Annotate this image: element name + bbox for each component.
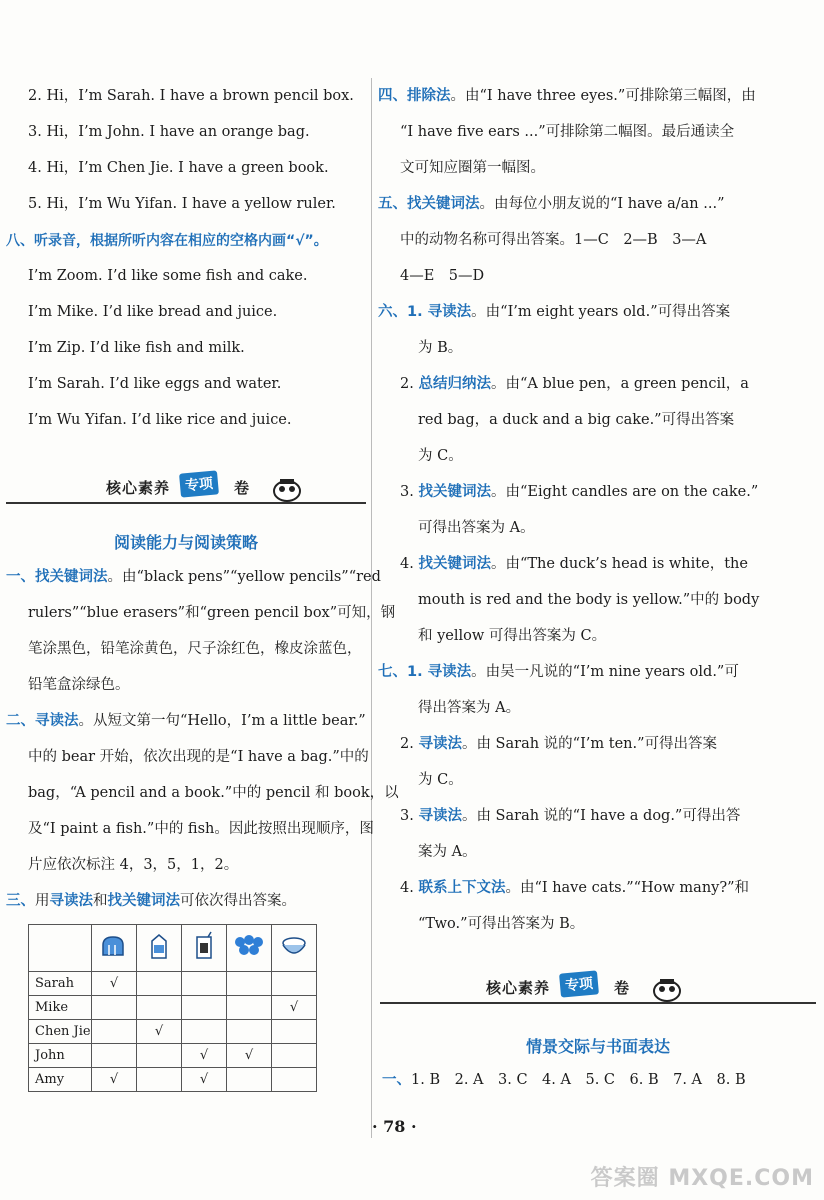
answer-text: 文可知应圈第一幅图。 — [400, 160, 545, 176]
script-line: I’m Mike. I’d like bread and juice. — [28, 304, 278, 320]
answer-text: 铅笔盒涂绿色。 — [28, 677, 130, 693]
table-row — [29, 1020, 317, 1044]
answer-text: 。由 Sarah 说的“I’m ten.”可得出答案 — [461, 736, 718, 752]
answer-key-line — [382, 1070, 746, 1090]
script-line: I’m Sarah. I’d like eggs and water. — [28, 376, 282, 392]
answer-text: 。由每位小朋友说的“I have a/an ...” — [479, 196, 725, 212]
question-number: 一、 — [6, 569, 35, 585]
mascot-icon — [272, 476, 302, 502]
core-literacy-banner — [6, 462, 366, 506]
table-row — [29, 1044, 317, 1068]
banner-text: 核心素养 — [106, 479, 171, 497]
mark-cell — [227, 996, 272, 1020]
table-row — [29, 1068, 317, 1092]
milk-carton-icon — [137, 925, 182, 972]
answer-6-1 — [378, 302, 730, 322]
answer-text: 可依次得出答案。 — [180, 893, 296, 909]
banner-text-end: 卷 — [234, 479, 250, 497]
banner-text: 核心素养 — [486, 979, 551, 997]
script-line: I’m Zoom. I’d like some fish and cake. — [28, 268, 308, 284]
question-number: 4. — [400, 880, 419, 896]
banner-badge: 专项 — [559, 970, 599, 997]
answer-text: 和 yellow 可得出答案为 C。 — [418, 628, 607, 644]
method-keyword: 寻读法 — [427, 304, 472, 320]
bread-icon — [92, 925, 137, 972]
row-name: Chen Jie — [29, 1020, 92, 1044]
mark-cell — [182, 1020, 227, 1044]
answer-3-line-1 — [6, 891, 296, 911]
answer-text: bag，“A pencil and a book.”中的 pencil 和 book，以 — [28, 785, 399, 801]
question-number: 七、1. — [378, 664, 428, 680]
answer-7-3 — [400, 806, 740, 826]
script-line: 5. Hi，I’m Wu Yifan. I have a yellow ruler. — [28, 196, 336, 212]
mascot-icon — [652, 976, 682, 1002]
section-title-reading: 阅读能力与阅读策略 — [113, 533, 258, 552]
mark-cell — [272, 1044, 317, 1068]
answer-text: 1. B 2. A 3. C 4. A 5. C 6. B 7. A 8. B — [411, 1072, 746, 1088]
mark-cell — [272, 972, 317, 996]
method-keyword: 找关键词法 — [418, 556, 491, 572]
script-line: 4. Hi，I’m Chen Jie. I have a green book. — [28, 160, 329, 176]
banner-text-end: 卷 — [614, 979, 630, 997]
script-line: I’m Wu Yifan. I’d like rice and juice. — [28, 412, 292, 428]
answer-2-line-1 — [6, 711, 366, 731]
answer-text: 得出答案为 A。 — [418, 700, 521, 716]
table-row — [29, 996, 317, 1020]
question-number: 二、 — [6, 713, 35, 729]
answer-5-line-1 — [378, 194, 724, 214]
row-name: Amy — [29, 1068, 92, 1092]
mark-cell: √ — [272, 996, 317, 1020]
method-keyword: 排除法 — [407, 88, 451, 104]
answer-text: 及“I paint a fish.”中的 fish。因此按照出现顺序，图 — [28, 821, 374, 837]
core-literacy-banner — [380, 962, 816, 1006]
answer-7-1 — [378, 662, 739, 682]
answer-1-line-1 — [6, 567, 381, 587]
rice-bowl-icon — [272, 925, 317, 972]
answer-text: 。从短文第一句“Hello，I’m a little bear.” — [78, 713, 366, 729]
mark-cell — [227, 1020, 272, 1044]
method-keyword: 寻读法 — [418, 808, 462, 824]
answer-text: 片应依次标注 4，3，5，1，2。 — [28, 857, 239, 873]
mark-cell — [182, 996, 227, 1020]
answer-text: 中的动物名称可得出答案。1—C 2—B 3—A — [400, 232, 707, 248]
row-name: John — [29, 1044, 92, 1068]
answer-text: 4—E 5—D — [400, 268, 485, 284]
method-keyword: 寻读法 — [49, 893, 93, 909]
method-keyword: 寻读法 — [35, 713, 79, 729]
mark-cell: √ — [182, 1044, 227, 1068]
answer-text: 。由“The duck’s head is white，the — [490, 556, 748, 572]
banner-badge: 专项 — [179, 470, 219, 497]
page-number: · 78 · — [372, 1117, 417, 1136]
mark-cell — [272, 1068, 317, 1092]
answer-6-2 — [400, 374, 749, 394]
mark-cell — [92, 996, 137, 1020]
mark-cell: √ — [92, 972, 137, 996]
grapes-icon — [227, 925, 272, 972]
method-keyword: 寻读法 — [418, 736, 462, 752]
method-keyword: 找关键词法 — [418, 484, 491, 500]
mark-cell — [137, 1068, 182, 1092]
question-number: 2. — [400, 736, 419, 752]
question-number: 4. — [400, 556, 419, 572]
answer-text: 案为 A。 — [418, 844, 477, 860]
answer-text: “I have five ears ...”可排除第二幅图。最后通读全 — [400, 124, 735, 140]
script-line: 2. Hi，I’m Sarah. I have a brown pencil box. — [28, 88, 354, 104]
banner-rule — [380, 1002, 816, 1004]
answer-4-line-1 — [378, 86, 756, 106]
answer-text: red bag，a duck and a big cake.”可得出答案 — [418, 412, 735, 428]
answer-text: 和 — [93, 893, 108, 909]
answer-7-4 — [400, 878, 749, 898]
mark-cell — [227, 972, 272, 996]
question-number: 五、 — [378, 196, 407, 212]
mark-cell — [272, 1020, 317, 1044]
question-number: 一、 — [382, 1072, 411, 1088]
answer-text: 为 B。 — [418, 340, 463, 356]
mark-cell — [137, 996, 182, 1020]
method-keyword: 找关键词法 — [407, 196, 480, 212]
answer-text: 。由吴一凡说的“I’m nine years old.”可 — [471, 664, 739, 680]
question-number: 3. — [400, 484, 419, 500]
mark-cell: √ — [137, 1020, 182, 1044]
table-row — [29, 972, 317, 996]
answer-7-2 — [400, 734, 717, 754]
answer-text: 为 C。 — [418, 448, 463, 464]
juice-box-icon — [182, 925, 227, 972]
mark-cell — [227, 1068, 272, 1092]
answer-text: 。由“A blue pen，a green pencil，a — [490, 376, 749, 392]
script-line: 3. Hi，I’m John. I have an orange bag. — [28, 124, 310, 140]
answer-text: 可得出答案为 A。 — [418, 520, 535, 536]
section-8-heading: 八、听录音，根据所听内容在相应的空格内画“√”。 — [6, 233, 328, 249]
banner-rule — [6, 502, 366, 504]
mark-cell: √ — [92, 1068, 137, 1092]
answer-text: 中的 bear 开始，依次出现的是“I have a bag.”中的 — [28, 749, 369, 765]
method-keyword: 找关键词法 — [35, 569, 108, 585]
mark-cell — [137, 972, 182, 996]
mark-cell — [92, 1044, 137, 1068]
answer-text: 为 C。 — [418, 772, 463, 788]
answer-text: 。由“black pens”“yellow pencils”“red — [107, 569, 381, 585]
method-keyword: 找关键词法 — [107, 893, 180, 909]
answer-text: 。由“I’m eight years old.”可得出答案 — [471, 304, 731, 320]
mark-cell: √ — [227, 1044, 272, 1068]
answer-text: 。由“I have three eyes.”可排除第三幅图，由 — [450, 88, 756, 104]
watermark: 答案圈 MXQE.COM — [590, 1166, 814, 1191]
answer-text: 用 — [35, 893, 50, 909]
section-title-communication: 情景交际与书面表达 — [525, 1037, 670, 1056]
question-number: 四、 — [378, 88, 407, 104]
mark-cell — [182, 972, 227, 996]
table-corner-cell — [29, 925, 92, 972]
row-name: Mike — [29, 996, 92, 1020]
row-name: Sarah — [29, 972, 92, 996]
script-line: I’m Zip. I’d like fish and milk. — [28, 340, 245, 356]
method-keyword: 寻读法 — [427, 664, 472, 680]
mark-cell: √ — [182, 1068, 227, 1092]
answer-6-3 — [400, 482, 758, 502]
answer-text: rulers”“blue erasers”和“green pencil box”可知，钢 — [28, 605, 396, 621]
answer-table — [28, 924, 317, 1092]
mark-cell — [137, 1044, 182, 1068]
answer-text: 。由“I have cats.”“How many?”和 — [505, 880, 750, 896]
answer-text: 。由 Sarah 说的“I have a dog.”可得出答 — [461, 808, 741, 824]
answer-6-4 — [400, 554, 748, 574]
question-number: 2. — [400, 376, 419, 392]
answer-text: 。由“Eight candles are on the cake.” — [490, 484, 759, 500]
question-number: 三、 — [6, 893, 35, 909]
question-number: 3. — [400, 808, 419, 824]
table-header-row — [29, 925, 317, 972]
method-keyword: 总结归纳法 — [418, 376, 491, 392]
question-number: 六、1. — [378, 304, 428, 320]
method-keyword: 联系上下文法 — [418, 880, 506, 896]
answer-text: mouth is red and the body is yellow.”中的 body — [418, 592, 760, 608]
answer-text: 笔涂黑色，铅笔涂黄色，尺子涂红色，橡皮涂蓝色， — [28, 641, 362, 657]
mark-cell — [92, 1020, 137, 1044]
answer-text: “Two.”可得出答案为 B。 — [418, 916, 585, 932]
